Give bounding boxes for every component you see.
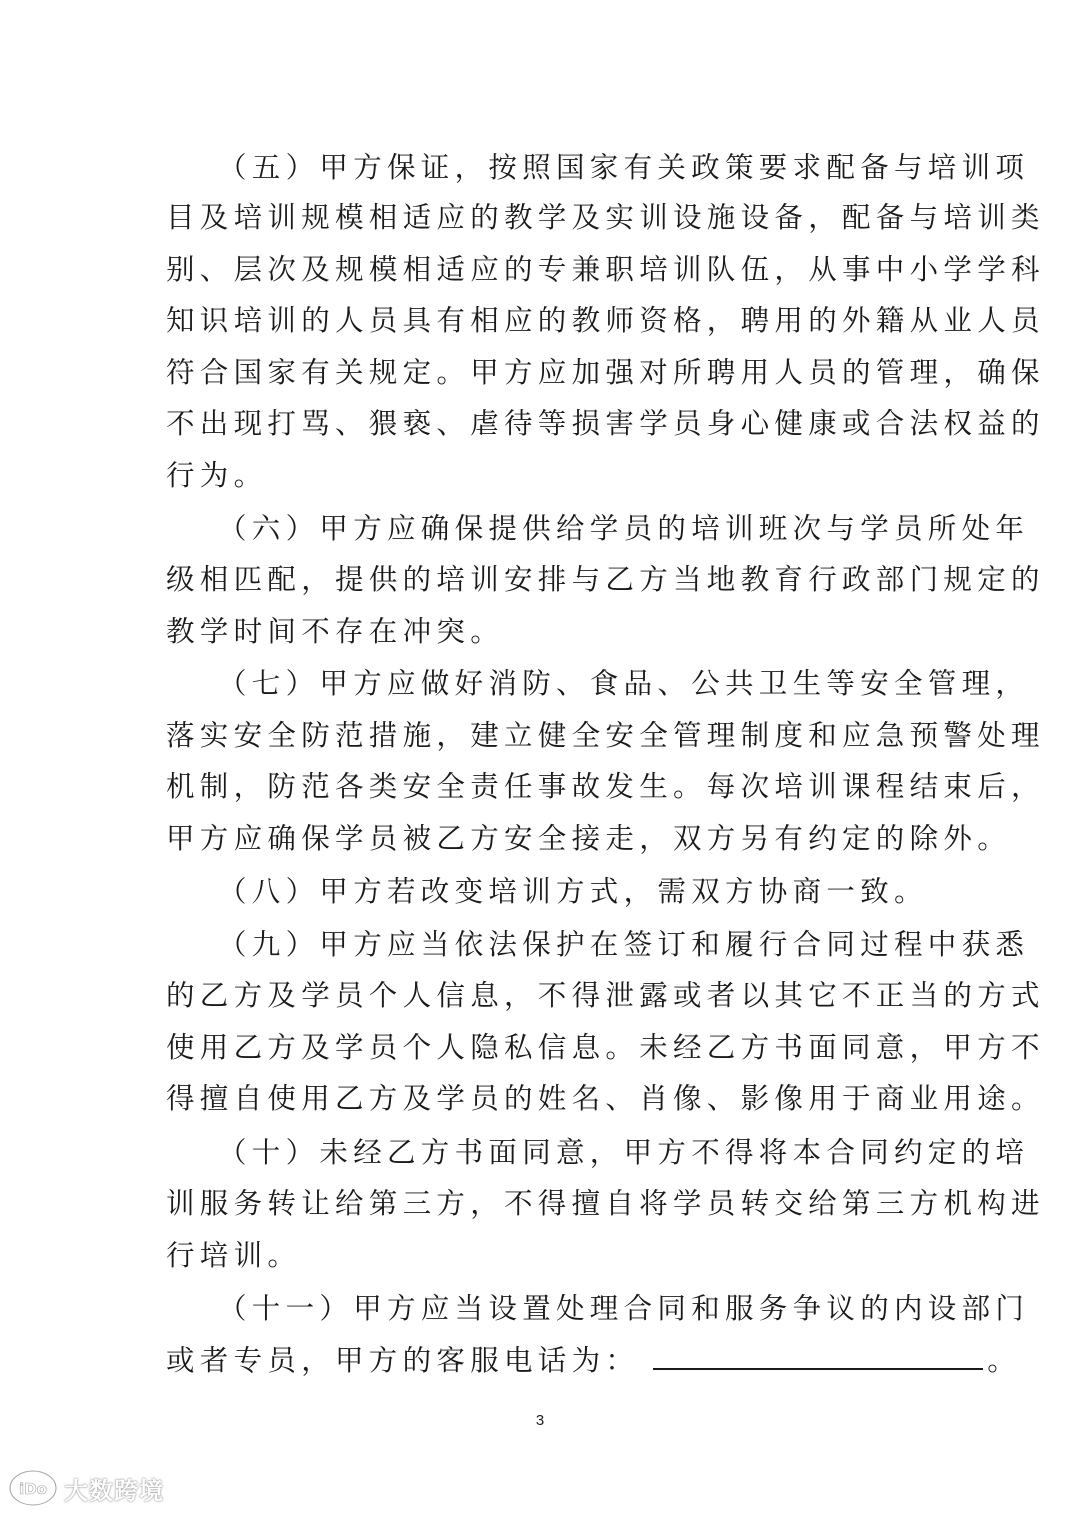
clause-5-line-4: 知识培训的人员具有相应的教师资格，聘用的外籍从业人员 bbox=[166, 304, 1045, 337]
clause-11-line-1: （十一）甲方应当设置处理合同和服务争议的内设部门 bbox=[218, 1292, 1030, 1325]
clause-6-line-2: 级相匹配，提供的培训安排与乙方当地教育行政部门规定的 bbox=[166, 563, 1045, 596]
clause-8-line-1: （八）甲方若改变培训方式，需双方协商一致。 bbox=[218, 875, 928, 908]
phone-label: 或者专员，甲方的客服电话为： bbox=[166, 1344, 640, 1377]
clause-11-line-2 bbox=[166, 1341, 1022, 1381]
clause-5-line-5: 符合国家有关规定。甲方应加强对所聘用人员的管理，确保 bbox=[166, 356, 1045, 389]
watermark-text: 大数跨境 bbox=[64, 1476, 164, 1505]
page-number: 3 bbox=[535, 1412, 545, 1429]
clause-7-line-2: 落实安全防范措施，建立健全安全管理制度和应急预警处理 bbox=[166, 719, 1045, 752]
clause-5-line-1: （五）甲方保证，按照国家有关政策要求配备与培训项 bbox=[218, 151, 1030, 184]
clause-5-line-3: 别、层次及规模相适应的专兼职培训队伍，从事中小学学科 bbox=[166, 253, 1045, 286]
clause-10-line-1: （十）未经乙方书面同意，甲方不得将本合同约定的培 bbox=[218, 1136, 1030, 1169]
clause-10-line-2: 训服务转让给第三方，不得擅自将学员转交给第三方机构进 bbox=[166, 1187, 1045, 1220]
clause-7-line-4: 甲方应确保学员被乙方安全接走，双方另有约定的除外。 bbox=[166, 822, 1012, 855]
clause-9-line-1: （九）甲方应当依法保护在签订和履行合同过程中获悉 bbox=[218, 928, 1030, 961]
clause-6-line-1: （六）甲方应确保提供给学员的培训班次与学员所处年 bbox=[218, 512, 1030, 545]
clause-5-line-2: 目及培训规模相适应的教学及实训设施设备，配备与培训类 bbox=[166, 201, 1045, 234]
watermark bbox=[8, 1468, 164, 1508]
clause-5-line-6: 不出现打骂、猥亵、虐待等损害学员身心健康或合法权益的 bbox=[166, 407, 1045, 440]
clause-7-line-3: 机制，防范各类安全责任事故发生。每次培训课程结束后， bbox=[166, 770, 1045, 803]
clause-9-line-4: 得擅自使用乙方及学员的姓名、肖像、影像用于商业用途。 bbox=[166, 1082, 1045, 1115]
clause-10-line-3: 行培训。 bbox=[166, 1239, 302, 1272]
watermark-logo-text: iDo bbox=[19, 1480, 47, 1498]
watermark-logo-icon bbox=[8, 1468, 58, 1508]
phone-blank-field[interactable] bbox=[653, 1342, 983, 1370]
phone-line-end: 。 bbox=[987, 1344, 1022, 1377]
clause-9-line-2: 的乙方及学员个人信息，不得泄露或者以其它不正当的方式 bbox=[166, 979, 1045, 1012]
clause-5-line-7: 行为。 bbox=[166, 459, 268, 492]
clause-6-line-3: 教学时间不存在冲突。 bbox=[166, 615, 505, 648]
clause-9-line-3: 使用乙方及学员个人隐私信息。未经乙方书面同意，甲方不 bbox=[166, 1031, 1045, 1064]
clause-7-line-1: （七）甲方应做好消防、食品、公共卫生等安全管理， bbox=[218, 667, 1030, 700]
